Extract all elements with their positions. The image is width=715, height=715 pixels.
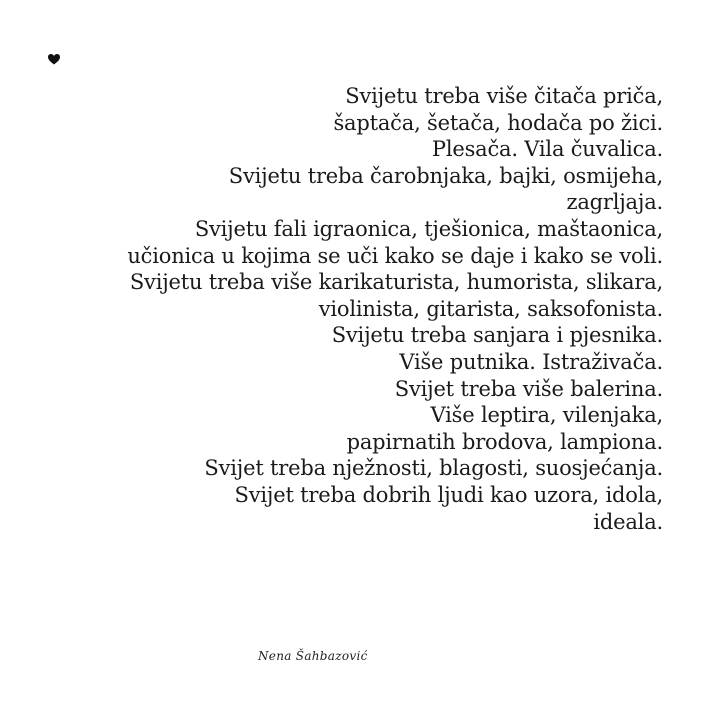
poem-line: učionica u kojima se uči kako se daje i kako se voli. bbox=[127, 243, 663, 268]
poem-line: Više leptira, vilenjaka, bbox=[430, 403, 663, 428]
poem-line: Svijet treba više balerina. bbox=[394, 376, 663, 401]
poem-text bbox=[63, 83, 663, 535]
poem-line: Plesača. Vila čuvalica. bbox=[431, 137, 663, 162]
poem-line: Svijet treba dobrih ljudi kao uzora, idola, bbox=[234, 482, 663, 507]
poem-line: ideala. bbox=[593, 509, 663, 534]
poem-line: Svijetu treba više karikaturista, humorista, slikara, bbox=[129, 270, 663, 295]
poem-line: violinista, gitarista, saksofonista. bbox=[318, 296, 663, 321]
poem-line: Svijetu treba čarobnjaka, bajki, osmijeha, bbox=[228, 163, 663, 188]
poem-line: zagrljaja. bbox=[566, 190, 663, 215]
poem-line: Svijetu fali igraonica, tješionica, maštaonica, bbox=[194, 216, 663, 241]
poem-line: Više putnika. Istraživača. bbox=[399, 349, 663, 374]
author-signature: Nena Šahbazović bbox=[258, 649, 368, 663]
poem-line: papirnatih brodova, lampiona. bbox=[346, 429, 663, 454]
heart-icon bbox=[47, 52, 61, 66]
poem-line: Svijetu treba više čitača priča, bbox=[345, 84, 663, 108]
poem-line: Svijet treba nježnosti, blagosti, suosjećanja. bbox=[204, 456, 663, 481]
poem-line: šaptača, šetača, hodača po žici. bbox=[333, 110, 663, 135]
poem-line: Svijetu treba sanjara i pjesnika. bbox=[331, 323, 663, 348]
